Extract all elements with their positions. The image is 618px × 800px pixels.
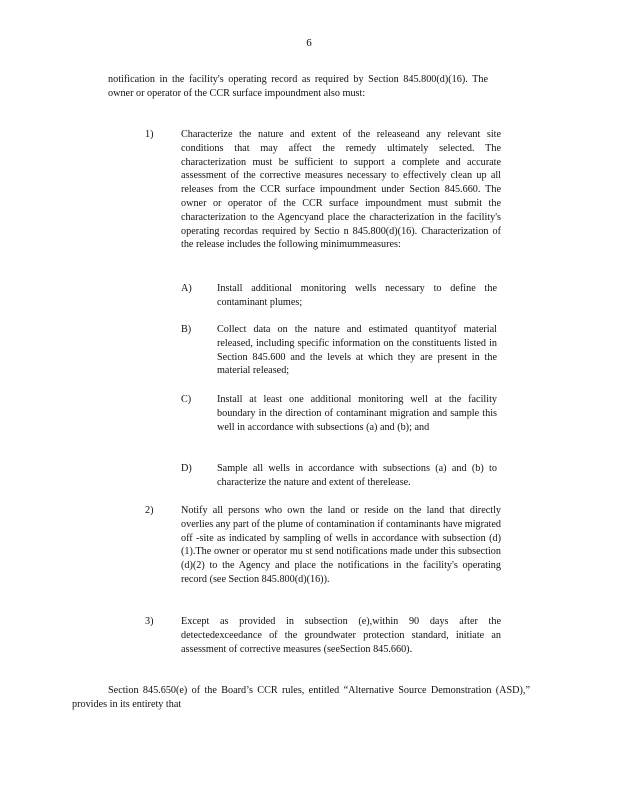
item-text: Except as provided in subsection (e),within 90 days after the detectedexceedance of the groundwater protection standard, initiate an assessment of corrective measures (seeSection 845.660).	[181, 616, 501, 655]
intro-paragraph: notification in the facility's operating record as required by Section 845.800(d)(16). The owner or operator of the CCR surface impoundment also must:	[108, 74, 488, 99]
subitem-text: Install at least one additional monitoring well at the facility boundary in the direction of contaminant migration and sample this well in accordance with subsections (a) and (b); and	[217, 394, 497, 433]
subitem-label: B)	[181, 324, 192, 335]
subitem-text: Install additional monitoring wells necessary to define the contaminant plumes;	[217, 283, 497, 308]
page-number: 6	[306, 37, 312, 49]
item-label: 3)	[145, 616, 154, 627]
closing-paragraph: Section 845.650(e) of the Board’s CCR rules, entitled “Alternative Source Demonstration (ASD),” provides in its entirety that	[72, 685, 530, 710]
subitem-text: Sample all wells in accordance with subsections (a) and (b) to characterize the nature and extent of therelease.	[217, 463, 497, 488]
item-text: Notify all persons who own the land or reside on the land that directly overlies any part of the plume of contamination if contaminants have migrated off -site as indicated by sampling of wells in accordance with subsection (d)(1).The owner or operator mu st send notifications made under this subsection (d)(2) to the Agency and place the notifications in the facility's operating record (see Section 845.800(d)(16)).	[181, 505, 501, 585]
subitem-label: D)	[181, 463, 192, 474]
item-label: 1)	[145, 129, 154, 140]
item-label: 2)	[145, 505, 154, 516]
subitem-label: C)	[181, 394, 192, 405]
subitem-text: Collect data on the nature and estimated quantityof material released, including specific information on the constituents listed in Section 845.600 and the levels at which they are present in the material released;	[217, 324, 497, 377]
item-text: Characterize the nature and extent of the releaseand any relevant site conditions that may affect the remedy ultimately selected. The characterization must be sufficient to support a complete and accurate assessment of the corrective measures necessary to effectively clean up all releases from the CCR surface impoundment under Section 845.660. The owner or operator of the CCR surface impoundment must submit the characterization to the Agencyand place the characterization in the facility's operating recordas required by Sectio n 845.800(d)(16). Characterization of the release includes the following minimummeasures:	[181, 129, 501, 251]
subitem-label: A)	[181, 283, 192, 294]
